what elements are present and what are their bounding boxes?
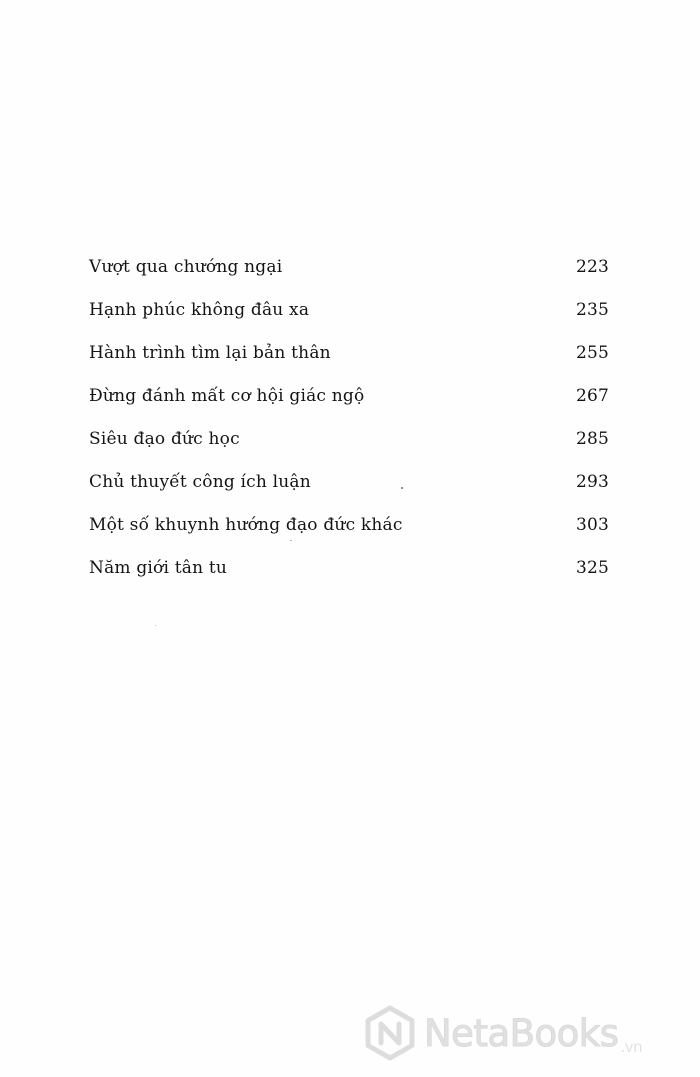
scan-speck: [290, 540, 292, 541]
toc-entry-title: Siêu đạo đức học: [89, 429, 240, 449]
toc-entry-page: 223: [575, 257, 609, 277]
toc-entry-page: 235: [575, 300, 609, 320]
watermark-domain-suffix: .vn: [620, 1037, 643, 1056]
toc-entry-title: Hành trình tìm lại bản thân: [89, 343, 331, 363]
toc-entry-title: Một số khuynh hướng đạo đức khác: [89, 515, 403, 535]
toc-entry: [89, 425, 609, 468]
table-of-contents: [89, 253, 609, 597]
toc-entry-page: 293: [575, 472, 609, 492]
hexagon-n-logo-icon: [362, 1005, 418, 1061]
watermark-brand: [424, 1012, 642, 1055]
toc-entry-page: 255: [575, 343, 609, 363]
scan-speck: [155, 625, 156, 626]
toc-entry-page: 303: [575, 515, 609, 535]
toc-entry-title: Vượt qua chướng ngại: [89, 257, 283, 277]
toc-entry: [89, 296, 609, 339]
toc-entry: [89, 382, 609, 425]
toc-entry-title: Chủ thuyết công ích luận: [89, 472, 311, 492]
toc-entry: [89, 339, 609, 382]
toc-entry-title: Năm giới tân tu: [89, 558, 228, 578]
toc-entry-page: 285: [575, 429, 609, 449]
toc-entry-page: 267: [575, 386, 609, 406]
toc-entry: [89, 554, 609, 597]
toc-entry: [89, 253, 609, 296]
watermark: [362, 1002, 692, 1064]
watermark-brand-name: NetaBooks: [424, 1011, 619, 1055]
scan-speck: [401, 487, 403, 489]
toc-entry: [89, 468, 609, 511]
toc-entry-title: Hạnh phúc không đâu xa: [89, 300, 310, 320]
toc-entry: [89, 511, 609, 554]
toc-entry-title: Đừng đánh mất cơ hội giác ngộ: [89, 386, 365, 406]
toc-entry-page: 325: [575, 558, 609, 578]
